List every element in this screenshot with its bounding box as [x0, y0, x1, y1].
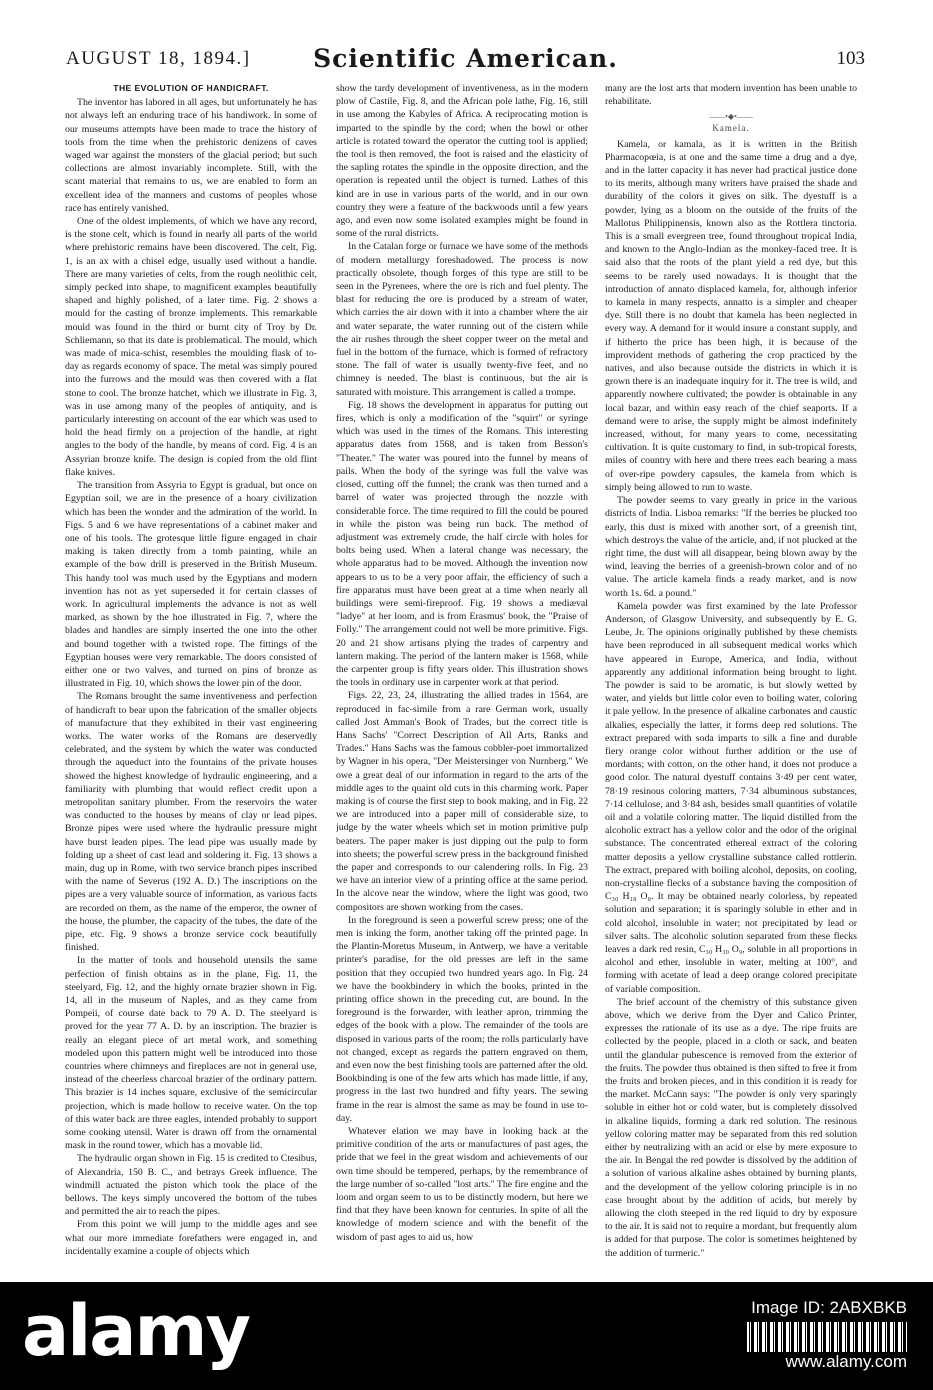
- barcode-icon: [747, 1322, 907, 1352]
- page-header: [66, 46, 865, 74]
- paragraph: Whatever elation we may have in looking back at the primitive condition of the arts or manufactures of past ages, the pride that we feel in the great wisdom and achievements of our own time should be tempered, perhaps, by the remembrance of the large number of so-called "lost arts." The fire engine and the loom and organ seem to us to be distinctly modern, but here we find that they have been known for centuries. In spite of all the knowledge of modern science and with the benefit of the wisdom of past ages to aid us, how: [336, 1126, 588, 1243]
- image-id-label: Image ID: 2ABXBKB: [751, 1298, 907, 1317]
- paragraph: The hydraulic organ shown in Fig. 15 is credited to Ctesibus, of Alexandria, 150 B. C., and betrays Greek influence. The windmill actuated the piston which took the place of the bellows. The keys simply uncovered the bottom of the tubes and permitted the air to reach the pipes.: [65, 1153, 317, 1218]
- paragraph: In the foreground is seen a powerful screw press; one of the men is inking the form, another taking off the printed page. In the Plantin-Moretus Museum, in Antwerp, we have a veritable printer's paradise, for the old presses are left in the same position that they occupied two hundred years ago. In Fig. 24 we have the bookbindery in which the books, printed in the printing office shown in the preceding cut, are bound. In the foreground is the forwarder, with leather apron, trimming the edges of the book with a plow. The remainder of the tools are disposed in various parts of the room; the rolls particularly have not changed, except as regards the pattern engraved on them, and even now the best finishing tools are patterned after the old. Bookbinding is one of the few arts which has made little, if any, progress in the last two hundred and fifty years. The sewing frame in the rear is almost the same as may be found in use to-day.: [336, 914, 588, 1124]
- masthead: Scientific American.: [313, 44, 618, 73]
- paragraph: The Romans brought the same inventiveness and perfection of handicraft to bear upon the fabrication of the smaller objects of manufacture that they exhibited in their vast engineering works. The water works of the Romans are deservedly celebrated, and the system by which the water was conducted through the aqueduct into the fountains of the private houses showed the highest knowledge of hydraulic engineering, and a familiarity with plumbing that would reflect credit upon a metropolitan sanitary plumber. From the reservoirs the water was conducted to the houses by means of clay or lead pipes. Bronze pipes were used where the hydraulic pressure might have burst leaden pipes. The lead pipe was usually made by folding up a sheet of cast lead and soldering it. Fig. 13 shows a main, dug up in Rome, with two service branch pipes inscribed with the name of Severus (192 A. D.) The inscriptions on the pipes are a very valuable source of information, as various facts are recorded on them, as the name of the emperor, the owner of the house, the plumber, the capacity of the tubes, the date of the pipe, etc. Fig. 9 shows a bronze service cock beautifully finished.: [65, 691, 317, 954]
- paragraph: The inventor has labored in all ages, but unfortunately he has not always left an enduring trace of his handiwork. In some of our museums attempts have been made to trace the history of tools from the time when the prehistoric denizens of caves waged war against the monsters of the glacial period; but such collections are almost invariably incomplete. Still, with the scant material that remains to us, we are enabled to form an excellent idea of the manners and customs of peoples whose race has entirely vanished.: [65, 97, 317, 214]
- column-1: [65, 82, 317, 1278]
- paragraph: One of the oldest implements, of which we have any record, is the stone celt, which is found in nearly all parts of the world where prehistoric remains have been discovered. The celt, Fig. 1, is an ax with a chisel edge, usually used without a handle. There are many varieties of celts, from the rough neolithic celt, simply pecked into shape, to magnificent examples beautifully shaped and highly polished, of a later time. Fig. 2 shows a mould for the casting of bronze implements. This remarkable mould was found in the third or burnt city of Troy by Dr. Schliemann, so that its date is problematical. The mould, which was made of mica-schist, resembles the moulding flask of to-day as regards economy of space. The metal was simply poured into the furrows and the mould was then covered with a flat stone to cool. The bronze hatchet, which we illustrate in Fig. 3, was in use among many of the peoples of antiquity, and is particularly interesting on account of the ear which was used to hold the head firmly on a projection of the handle, at right angles to the body of the handle, by means of cord. Fig. 4 is an Assyrian bronze knife. The design is copied from the old flint flake knives.: [65, 216, 317, 478]
- paragraph: Fig. 18 shows the development in apparatus for putting out fires, which is only a modification of the "squirt" or syringe which was used in the times of the Romans. This interesting apparatus dates from 1568, and is taken from Besson's "Theater." The water was poured into the funnel by means of pails. When the body of the syringe was full the valve was closed, cutting off the funnel; the crank was then turned and a barrel of water was projected through the nozzle with considerable force. The time required to fill the could be poured in while the piston was being run back. The method of adjustment was extremely crude, the half circle with holes for bolts being used. When a lateral change was necessary, the whole apparatus had to be moved. Although the invention now appears to us to be a very poor affair, the efficiency of such a fire apparatus must have been great at a time when nearly all buildings were semi-fireproof. Fig. 19 shows a mediæval "ladye" at her loom, and is from Erasmus' book, the "Praise of Folly." The arrangement could not well be more primitive. Figs. 20 and 21 show artisans plying the trades of carpentry and lantern making. The period of the lantern maker is 1568, while the carpenter group is fifty years older. This illustration shows the tools in ordinary use in carpenter work at that period.: [336, 399, 588, 689]
- paragraph: The transition from Assyria to Egypt is gradual, but once on Egyptian soil, we are in the presence of a hoary civilization which has been the wonder and the admiration of the world. In Figs. 5 and 6 we have representations of a cabinet maker and one of his tools. The grotesque little figure engaged in chair making is taken directly from a tomb painting, while an example of the bow drill is preserved in the British Museum. This handy tool was much used by the Egyptians and modern invention has not as yet superseded it for certain classes of work. In agricultural implements the advance is not as well marked, as shown by the hoe illustrated in Fig. 7, where the blades and handles are simply inserted the one into the other and bound together with a twisted rope. The fittings of the Egyptian houses were very remarkable. The doors consisted of either one or two valves, and turned on pins of bronze as illustrated in Fig. 10, which shows the lower pin of the door.: [65, 480, 317, 690]
- paragraph: Figs. 22, 23, 24, illustrating the allied trades in 1564, are reproduced in fac-simile from a rare German work, usually called Jost Amman's Book of Trades, but the correct title is Hans Sachs' "Correct Description of All Arts, Ranks and Trades." Hans Sachs was the famous cobbler-poet immortalized by Wagner in his opera, "Der Meistersinger von Nurnberg." We owe a great deal of our information in regard to the arts of the middle ages to the quaint old cuts in this charming work. Paper making is of course the first step to book making, and in Fig. 22 we are introduced into a paper mill of considerable size, to judge by the water wheels which set in motion primitive pulp beaters. The paper maker is just dipping out the pulp to form into sheets; the powerful screw press in the background finished the paper and corresponds to our calendering rolls. In Fig. 23 we have an interior view of a printing office at the same period. In the alcove near the window, where the light was good, two compositors are shown working from the cases.: [336, 690, 588, 913]
- issue-date: AUGUST 18, 1894.]: [66, 48, 251, 69]
- column-2: [336, 82, 588, 1278]
- column-3: [605, 82, 857, 1278]
- paragraph: In the matter of tools and household utensils the same perfection of finish obtains as in the plane, Fig. 11, the steelyard, Fig. 12, and the highly ornate brazier shown in Fig. 14, all in the museum of Naples, and as they came from Pompeii, of course date back to 79 A. D. The steelyard is proved for the year 77 A. D. by an inscription. The brazier is really an elegant piece of art metal work, and something modeled upon this pattern might well be introduced into those countries where chimneys and fireplaces are not in general use, instead of the cheerless charcoal brazier of the ordinary pattern. This brazier is 14 inches square, exclusive of the semicircular projection, which is made hollow to receive water. On the top of this water back are three eagles, intended probably to support some cooking utensil. Water is drawn off from the ornamental mask in the round tower, which has a movable lid.: [65, 955, 317, 1152]
- paragraph: From this point we will jump to the middle ages and see what our more immediate forefathers were engaged in, and incidentally examine a couple of objects which: [65, 1219, 317, 1257]
- watermark-url: www.alamy.com: [785, 1352, 907, 1371]
- paragraph: The powder seems to vary greatly in price in the various districts of India. Lisboa remarks: "If the berries be plucked too early, this dust is mixed with another sort, of a greenish tint, which destroys the value of the article, and, if not plucked at the right time, the dust will all disappear, being blown away by the wind, leaving the berries of a greenish-brown color and of no value. The article kamela finds a ready market, and is now worth 1s. 6d. a pound.": [605, 495, 857, 599]
- paragraph: Kamela powder was first examined by the late Professor Anderson, of Glasgow University, and subsequently by E. G. Leube, Jr. The opinions originally published by these chemists have been reproduced in all subsequent medical works which have appeared in Europe, America, and India, without apparently any additional information being brought to light. The powder is said to be aromatic, is but slowly wetted by water, and yields but little color even to boiling water, coloring it pale yellow. In the presence of alkaline carbonates and caustic alkalies, especially the latter, it forms deep red solutions. The extract prepared with soda imparts to silk a fine and durable fiery orange color without further addition or the use of mordants; with cotton, on the other hand, it does not produce a good color. The natural dyestuff contains 3·49 per cent water, 78·19 resinous coloring matters, 7·34 albuminous substances, 7·14 cellulose, and 3·84 ash, besides small quantities of volatile oil and a volatile coloring matter. The liquid distilled from the alcoholic extract has a yellow color and the odor of the original substance. The concentrated ethereal extract of the coloring matter deposits a yellow crystalline substance called rottlerin. The extract, prepared with boiling alcohol, deposits, on cooling, non-crystalline flecks of a substance having the composition of C₃₀ H₁₈ O₈. It may be obtained nearly colorless, by repeated solution and separation; it is sparingly soluble in ether and in cold alcohol, insoluble in water; not precipitated by lead or silver salts. The alcoholic solution separated from these flecks leaves a dark red resin, C₃₀ H₃₀ O₉, soluble in all proportions in alcohol and ether, insoluble in water, melting at 100°, and forming with acetate of lead a deep orange colored precipitate of variable composition.: [605, 600, 857, 995]
- watermark-footer: [0, 1282, 933, 1390]
- image-id: [747, 1298, 907, 1352]
- article-title: THE EVOLUTION OF HANDICRAFT.: [113, 83, 269, 93]
- paragraph: many are the lost arts that modern invention has been unable to rehabilitate.: [605, 83, 857, 108]
- section-title: Kamela.: [712, 123, 750, 134]
- page-number: 103: [836, 48, 865, 69]
- paragraph: Kamela, or kamala, as it is written in the British Pharmacopœia, is at one and the same time a drug and a dye, and in the latter capacity it has never had practical justice done to its merits, although many writers have praised the shade and durability of the colors it gives on silk. The dyestuff is a powder, lying as a bloom on the outside of the fruits of the Mallotus Philippinensis, known also as the Rottlera tinctoria. This is a small evergreen tree, found throughout tropical India, and known to the Anglo-Indian as the monkey-faced tree. It is said also that the roots of the plant yield a red dye, but this seems to be rarely used nowadays. It is thought that the introduction of annato displaced kamela, for, although inferior to kamela in many respects, annatto is a simpler and cheaper dye. Still there is no doubt that kamela has been neglected in every way. A demand for it would insure a constant supply, and if hitherto the price has been high, it is because of the improvident methods of gathering the crop practiced by the natives, and also because outside the districts in which it is grown there is an inadequate inquiry for it. The tree is wild, and apparently nowhere cultivated; the powder is obtainable in any local bazar, and within easy reach of the chief seaports. If a demand were to arise, the supply might be almost indefinitely increased, without, for many years to come, necessitating cultivation. It is quite customary to find, in sub-tropical forests, miles of country with here and there trees each bearing a mass of over-ripe powdery capsules, the kamela from which is simply being allowed to run to waste.: [605, 138, 857, 493]
- paragraph: In the Catalan forge or furnace we have some of the methods of modern metallurgy foreshadowed. The process is now practically obsolete, though forges of this type are still to be seen in the Pyrenees, where the ore is rich and fuel plenty. The blast for reducing the ore is produced by a stream of water, which carries the air down with it into a chamber where the air and water separate, the water running out of the cistern while the air rushes through the sheet copper tweer on the metal and fuel in the bottom of the furnace, which is formed of refractory stone. The fall of water is usually twenty-five feet, and no chimney is needed. The blast is continuous, but the air is saturated with moisture. This arrangement is called a trompe.: [336, 241, 588, 398]
- alamy-logo: alamy: [22, 1290, 250, 1372]
- section-divider: ——•◆•——: [709, 112, 753, 122]
- paragraph: show the tardy development of inventiveness, as in the modern plow of Castile, Fig. 8, and the African pole lathe, Fig. 16, still in use among the Kabyles of Africa. A reciprocating motion is imparted to the spindle by the cord; when the bowl or other article is rotated toward the operator the cutting tool is applied; the tool is then removed, the foot is raised and the elasticity of the sapling rotates the spindle in the opposite direction, and the operation is repeated until the object is turned. Lathes of this kind are in use in various parts of the world, and in our own country they were a feature of the backwoods until a few years ago, and even now some isolated examples might be found in some of the rural districts.: [336, 83, 588, 240]
- paragraph: The brief account of the chemistry of this substance given above, which we derive from the Dyer and Calico Printer, expresses the rationale of its use as a dye. The ripe fruits are collected by the people, placed in a cloth or sack, and beaten until the glandular pubescence is removed from the exterior of the fruits. The powder thus obtained is then sifted to free it from the fruits and broken pieces, and in this condition it is ready for the market. McCann says: "The powder is only very sparingly soluble in either hot or cold water, but is completely dissolved in alkaline liquids, forming a dark red solution. The resinous yellow coloring matter may be separated from this red solution either by neutralizing with an acid or else by mere exposure to the air. In Bengal the red powder is dissolved by the addition of a solution of various alkaline ashes obtained by burning plants, and the development of the yellow coloring principle is in no case brought about by the addition of acids, but merely by allowing the cloth steeped in the red liquid to dry by exposure to the air. It is said not to require a mordant, but frequently alum is added for that purpose. The color is sometimes heightened by the addition of turmeric.": [605, 996, 857, 1259]
